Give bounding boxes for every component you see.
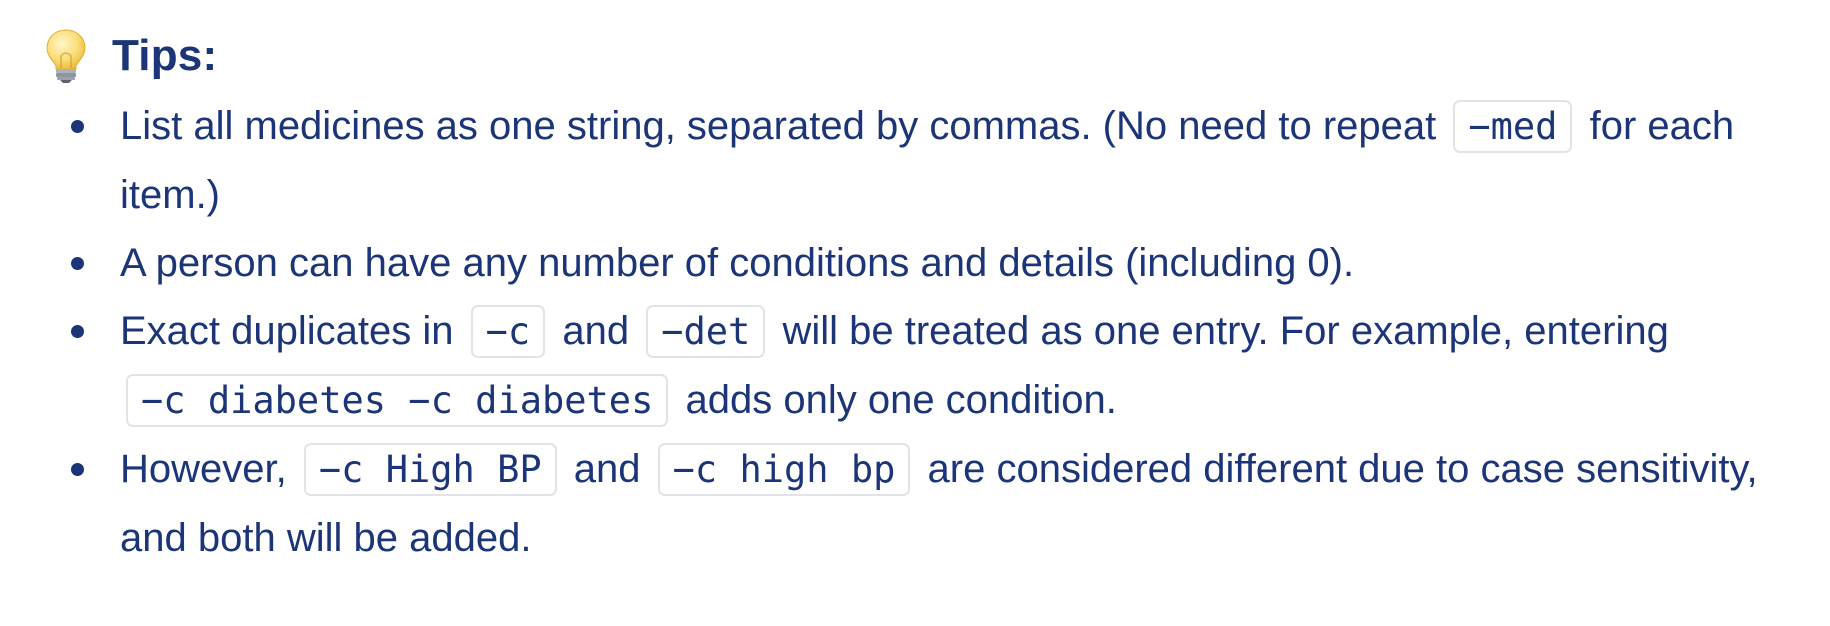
tip-item-2 [68, 229, 1808, 297]
tip-text: will be treated as one entry. For example, entering [782, 309, 1669, 353]
tips-header [44, 24, 217, 88]
bullet-icon [71, 463, 84, 476]
code-snippet-duplicate-example: −c diabetes −c diabetes [126, 374, 668, 427]
tip-text: List all medicines as one string, separated by commas. (No need to repeat [120, 104, 1437, 148]
tips-title: Tips: [112, 31, 218, 80]
bullet-icon [71, 325, 84, 338]
bullet-icon [71, 120, 84, 133]
code-snippet-c: −c [471, 305, 546, 358]
tip-text: Exact duplicates in [120, 309, 454, 353]
lightbulb-icon [44, 28, 88, 84]
tip-text: are considered different due to case sensitivity, and both will be added. [120, 447, 1758, 560]
tip-item-1 [68, 92, 1808, 229]
tips-list [68, 92, 1808, 572]
tip-text: A person can have any number of conditions and details (including 0). [120, 241, 1355, 285]
tip-text: for each item.) [120, 104, 1735, 217]
tip-text: adds only one condition. [685, 378, 1117, 422]
tip-text: and [562, 309, 630, 353]
tip-text: and [573, 447, 641, 491]
code-snippet-high-bp-lower: −c high bp [658, 443, 911, 496]
code-snippet-det: −det [646, 305, 765, 358]
code-snippet-med: −med [1453, 100, 1572, 153]
tip-text: However, [120, 447, 287, 491]
tip-item-4 [68, 435, 1808, 572]
code-snippet-high-bp-upper: −c High BP [304, 443, 557, 496]
tip-item-3 [68, 297, 1808, 435]
bullet-icon [71, 257, 84, 270]
